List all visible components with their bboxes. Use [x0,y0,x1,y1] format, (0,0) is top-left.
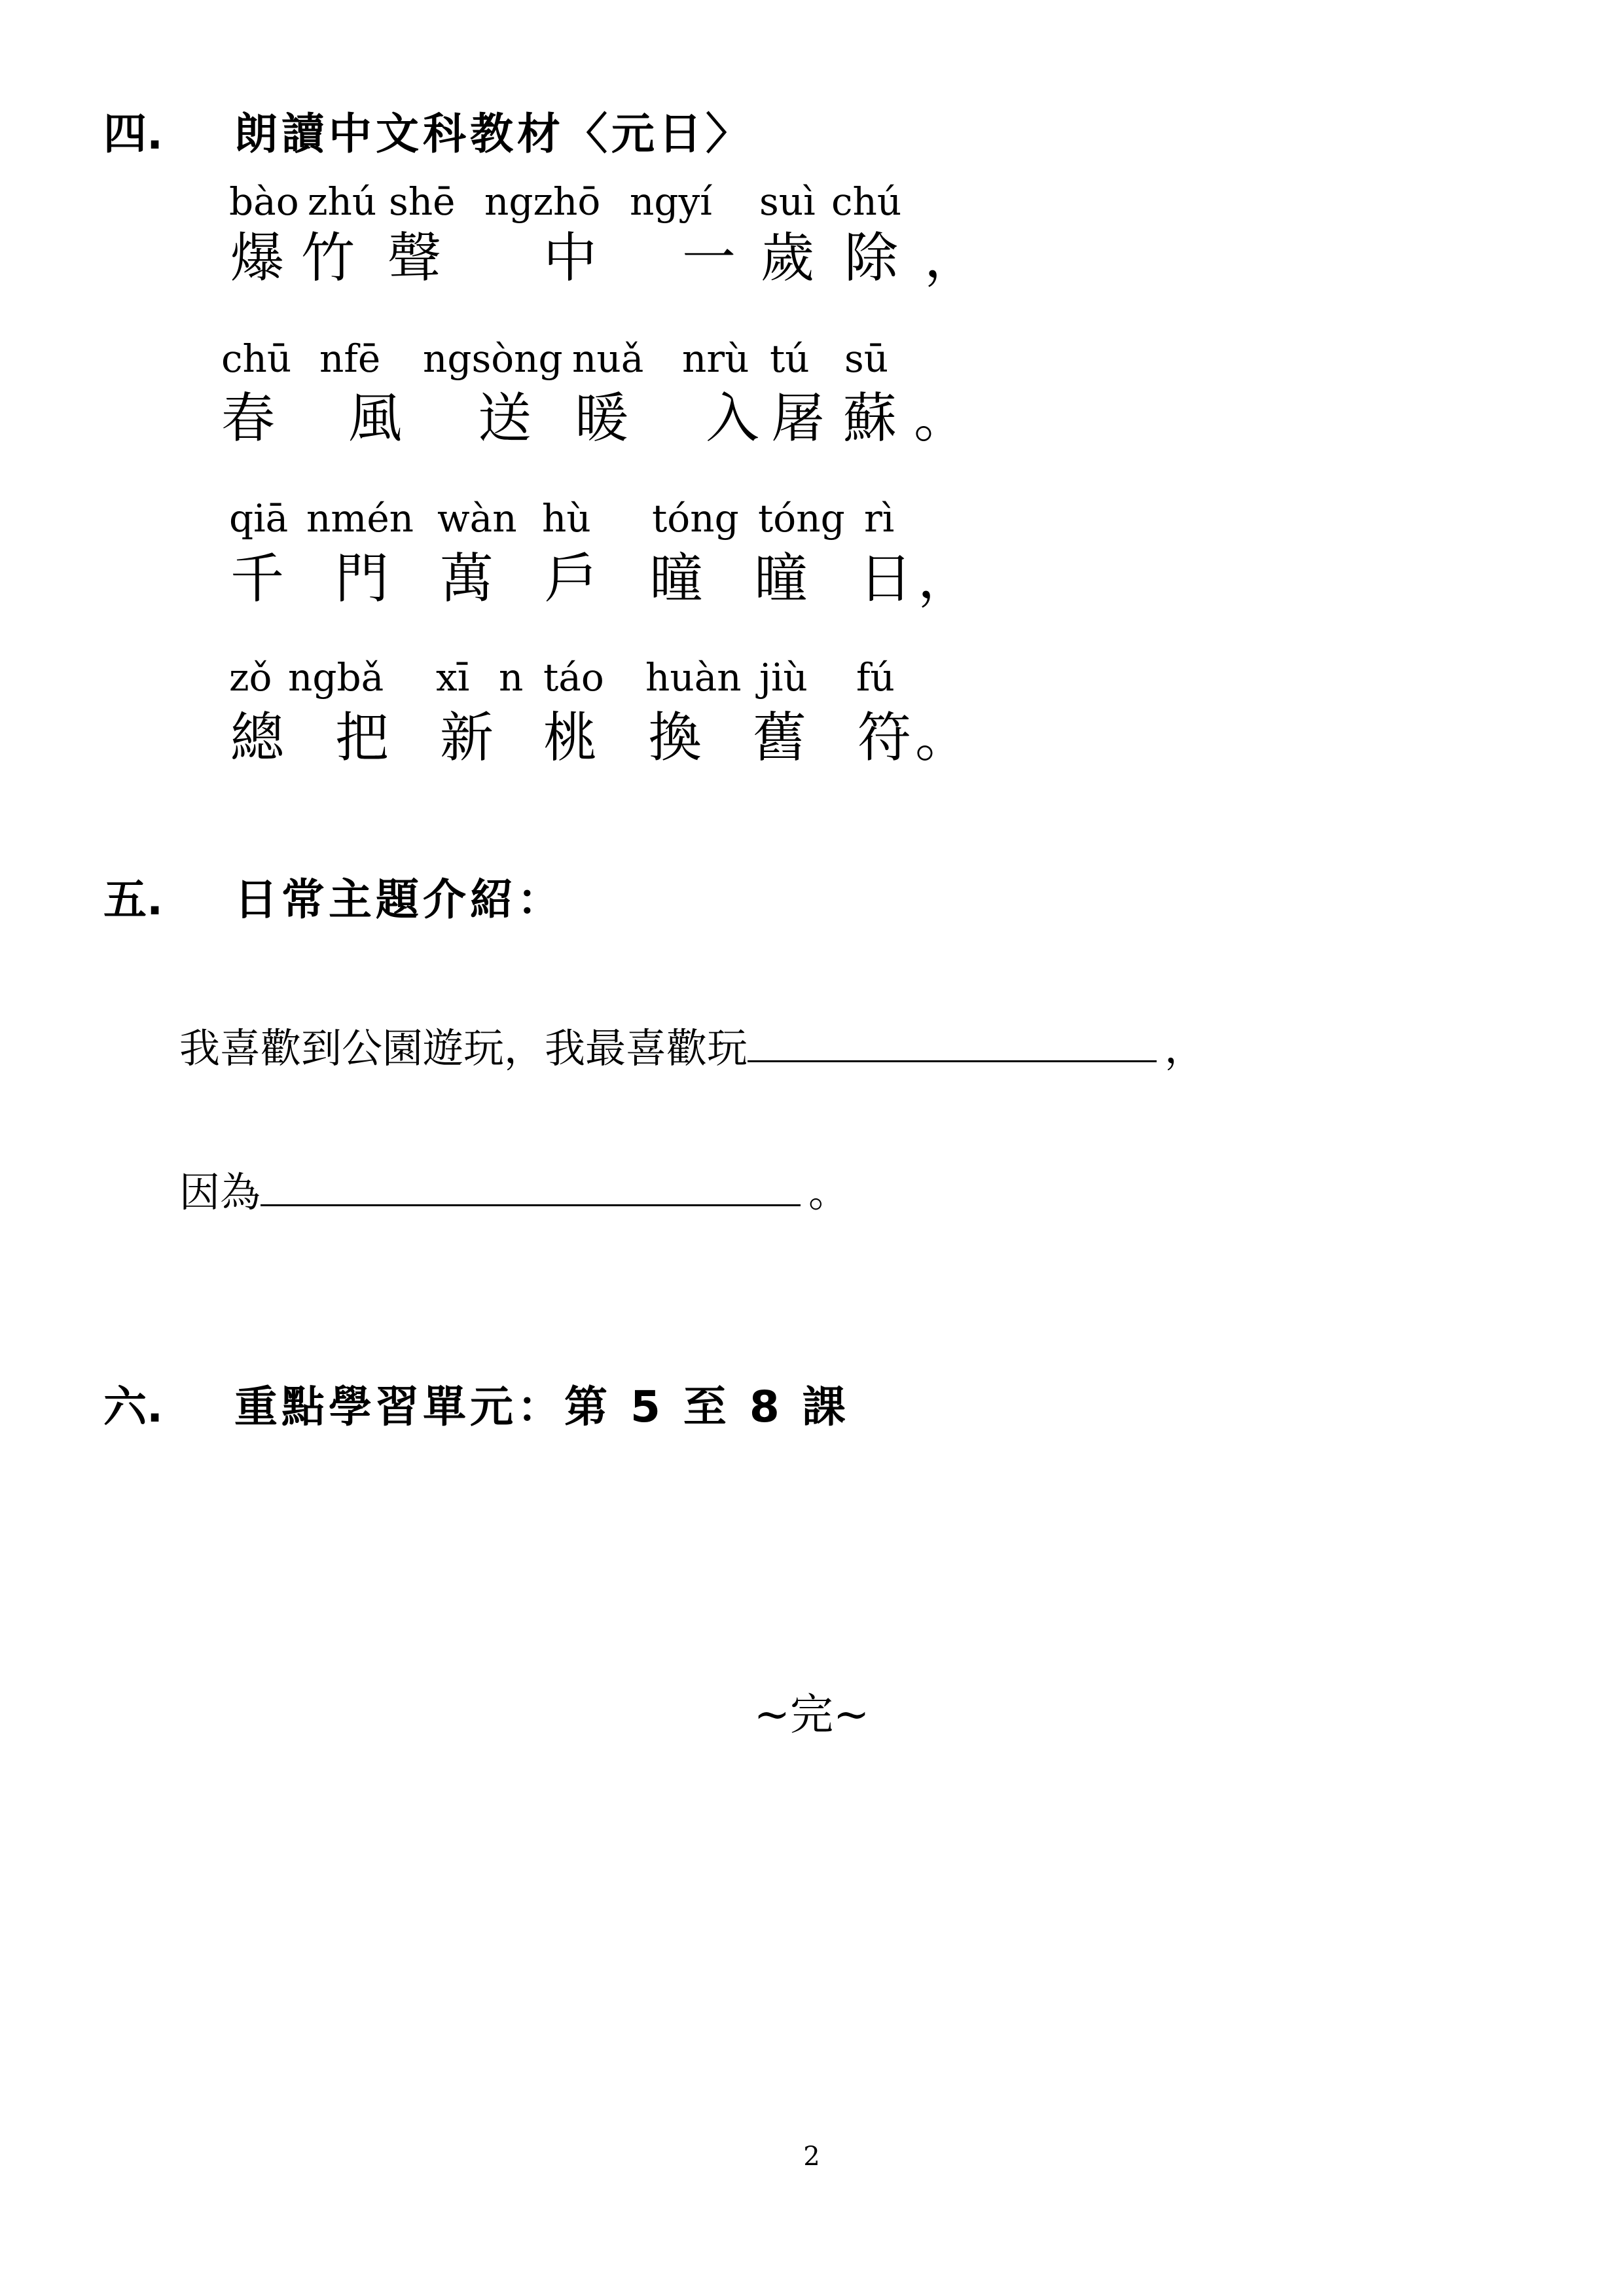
section-six-number: 六. [103,1382,164,1432]
section-four-number: 四. [103,109,164,159]
poem-character: 風 [348,387,403,450]
pinyin-syllable: sū [844,336,889,381]
pinyin-syllable: chú [831,179,902,224]
sentence-1-end: ， [1164,1024,1206,1072]
pinyin-syllable: zhú [308,179,377,224]
end-mark: ~完~ [753,1689,870,1740]
poem-character: 中 [543,227,598,289]
poem-line-4-pinyin [229,651,949,704]
sentence-2-text: 因為 [179,1168,261,1216]
fill-in-sentence-2 [179,1158,849,1224]
pinyin-syllable: fú [856,655,895,700]
pinyin-syllable: zǒ [229,655,272,700]
pinyin-syllable: ngsòng [423,336,563,381]
poem-character: 竹 [301,227,355,289]
pinyin-syllable: nmén [306,496,414,541]
poem-character: 屠 [771,387,825,450]
pinyin-syllable: nuǎ [572,336,644,381]
poem-punctuation: ， [924,227,979,289]
answer-blank-reason[interactable] [261,1158,801,1206]
poem-character: 萬 [440,548,494,610]
sentence-1-text: 我喜歡到公園遊玩，我最喜歡玩 [179,1024,748,1072]
poem-character: 入 [706,387,760,450]
poem-punctuation: ， [918,548,972,610]
section-four-title: 朗讀中文科教材〈元日〉 [234,109,753,159]
section-five-title: 日常主題介紹： [234,874,564,925]
poem-punctuation: 。 [915,707,969,769]
pinyin-syllable: shē [389,179,456,224]
poem-line-2-pinyin [221,332,941,385]
poem-character: 曈 [754,548,808,610]
poem-character: 歲 [761,227,815,289]
pinyin-syllable: chū [221,336,292,381]
pinyin-syllable: jiù [759,655,808,700]
poem-character: 門 [335,548,389,610]
pinyin-syllable: suì [759,179,816,224]
pinyin-syllable: xī [436,655,470,700]
poem-character: 暖 [575,387,629,450]
poem-line-3-pinyin [229,492,949,545]
poem-character: 換 [648,707,702,769]
poem-character: 把 [335,707,389,769]
poem-character: 聲 [388,227,442,289]
pinyin-syllable: tóng [652,496,739,541]
pinyin-syllable: bào [229,179,299,224]
poem-character: 爆 [230,227,285,289]
poem-character: 一 [682,227,736,289]
poem-character: 送 [478,387,532,450]
poem-character: 除 [844,227,899,289]
poem-character: 符 [857,707,912,769]
poem-line-1-pinyin [229,175,949,228]
poem-line-3-hanzi [230,547,983,612]
pinyin-syllable: ngbǎ [288,655,384,700]
poem-character: 桃 [543,707,598,769]
pinyin-syllable: n [499,655,524,700]
poem-character: 千 [230,548,285,610]
pinyin-syllable: ngzhō [484,179,601,224]
pinyin-syllable: táo [543,655,604,700]
pinyin-syllable: hù [542,496,591,541]
poem-line-2-hanzi [221,386,974,452]
pinyin-syllable: ngyí [630,179,712,224]
pinyin-syllable: nfē [319,336,381,381]
poem-character: 新 [440,707,494,769]
pinyin-syllable: nrù [682,336,749,381]
poem-character: 春 [221,387,276,450]
poem-character: 戶 [545,548,599,610]
poem-character: 舊 [753,707,807,769]
sentence-2-end: 。 [808,1168,850,1216]
section-five-number: 五. [103,874,164,925]
poem-line-1-hanzi [230,226,983,291]
poem-character: 蘇 [843,387,897,450]
poem-line-4-hanzi [230,706,983,771]
poem-punctuation: 。 [914,387,968,450]
poem-character: 曈 [649,548,704,610]
poem-character: 總 [230,707,285,769]
pinyin-syllable: huàn [645,655,742,700]
poem-character: 日 [859,548,913,610]
pinyin-syllable: tóng [758,496,845,541]
answer-blank-favorite[interactable] [748,1014,1157,1062]
pinyin-syllable: tú [770,336,810,381]
page-number: 2 [803,2142,820,2172]
pinyin-syllable: wàn [437,496,517,541]
pinyin-syllable: rì [864,496,895,541]
section-six-title: 重點學習單元：第 5 至 8 課 [234,1382,850,1432]
pinyin-syllable: qiā [229,496,289,541]
fill-in-sentence-1 [179,1014,1205,1080]
